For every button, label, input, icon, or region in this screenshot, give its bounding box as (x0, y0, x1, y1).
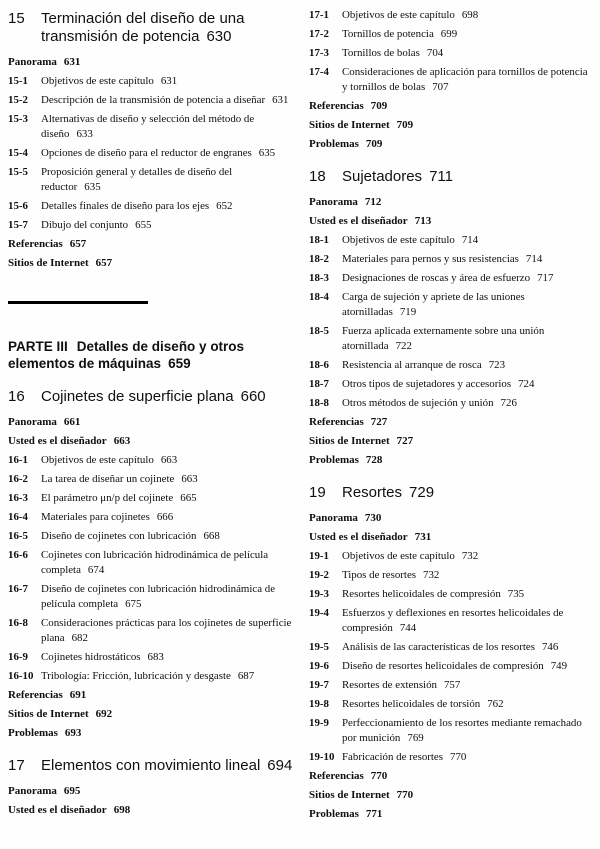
toc-entry (8, 199, 293, 214)
chapter-number: 15 (8, 10, 25, 27)
toc-entry (309, 549, 594, 564)
entry-number: 19-7 (309, 679, 329, 691)
toc-entry (309, 271, 594, 286)
entry-title: Dibujo del conjunto (41, 219, 129, 231)
entry-title: Fabricación de resortes (342, 751, 443, 763)
page-number: 727 (396, 435, 414, 447)
entry-number: 19-6 (309, 660, 329, 672)
toc-entry (8, 93, 293, 108)
entry-title: Proposición general y detalles de diseño del reductor (41, 166, 233, 193)
toc-entry (309, 8, 594, 23)
entry-title: Objetivos de este capítulo (342, 234, 455, 246)
page-number: 732 (461, 550, 479, 562)
entry-title-cell (41, 510, 293, 525)
toc-entry (8, 165, 293, 195)
toc-label: Sitios de Internet (309, 789, 390, 801)
toc-entry (309, 697, 594, 712)
entry-title: Detalles finales de diseño para los ejes (41, 200, 210, 212)
page-number: 707 (432, 81, 449, 93)
toc-label-row (8, 415, 293, 430)
toc-label-row (8, 688, 293, 703)
page-number: 660 (240, 388, 266, 405)
entry-title: La tarea de diseñar un cojinete (41, 473, 175, 485)
entry-number: 18-7 (309, 378, 329, 390)
entry-number: 17-4 (309, 66, 329, 78)
page-number: 698 (113, 804, 131, 816)
page-number: 631 (63, 56, 81, 68)
toc-label: Sitios de Internet (8, 708, 89, 720)
entry-title: Tornillos de bolas (342, 47, 420, 59)
entry-title: Fuerza aplicada externamente sobre una unión atornillada (342, 325, 545, 352)
toc-entry (309, 587, 594, 602)
toc-label-row (309, 511, 594, 526)
page-number: 661 (63, 416, 81, 428)
toc-entry (8, 616, 293, 646)
entry-number: 17-2 (309, 28, 329, 40)
toc-label-row (309, 530, 594, 545)
page-number: 631 (272, 94, 289, 106)
entry-number: 19-10 (309, 751, 335, 763)
toc-label: Panorama (8, 56, 57, 68)
entry-title-cell (342, 659, 594, 674)
entry-number: 19-4 (309, 607, 329, 619)
page-number: 709 (370, 100, 388, 112)
entry-title-cell (342, 750, 594, 765)
page-number: 631 (160, 75, 178, 87)
toc-entry (8, 146, 293, 161)
entry-number: 16-6 (8, 549, 28, 561)
entry-title-cell (41, 582, 293, 612)
entry-title: Diseño de cojinetes con lubricación hidrodinámica de película completa (41, 583, 276, 610)
toc-label: Sitios de Internet (309, 435, 390, 447)
page-number: 732 (423, 569, 440, 581)
entry-number: 16-10 (8, 670, 34, 682)
toc-entry (8, 582, 293, 612)
page-number: 730 (364, 512, 382, 524)
entry-number: 16-9 (8, 651, 28, 663)
page-number: 663 (113, 435, 131, 447)
toc-entry (309, 606, 594, 636)
entry-title: Tipos de resortes (342, 569, 417, 581)
chapter-title: Resortes (342, 484, 403, 501)
page-number: 682 (71, 632, 88, 644)
part-label: PARTE III (8, 339, 68, 354)
entry-number: 15-4 (8, 147, 28, 159)
page-number: 712 (364, 196, 382, 208)
entry-number: 19-1 (309, 550, 329, 562)
entry-number: 16-3 (8, 492, 28, 504)
toc-label-row (8, 55, 293, 70)
page-number: 724 (518, 378, 535, 390)
toc-entry (309, 568, 594, 583)
toc-label-row (309, 769, 594, 784)
page-number: 746 (541, 641, 559, 653)
page-number: 762 (487, 698, 504, 710)
section-divider (8, 301, 148, 304)
entry-title-cell (41, 146, 293, 161)
entry-number: 16-8 (8, 617, 28, 629)
toc-label-row (309, 195, 594, 210)
toc-column-right (309, 8, 594, 826)
entry-title-cell (41, 616, 293, 646)
page-number: 668 (203, 530, 220, 542)
toc-label-row (309, 453, 594, 468)
page-number: 735 (507, 588, 525, 600)
toc-entry (309, 377, 594, 392)
toc-entry (309, 750, 594, 765)
chapter-number: 19 (309, 484, 326, 501)
toc-label: Panorama (309, 512, 358, 524)
entry-title-cell (41, 112, 293, 142)
entry-title: Consideraciones prácticas para los cojinetes de superficie plana (41, 617, 292, 644)
page-number: 744 (399, 622, 417, 634)
toc-label: Panorama (8, 416, 57, 428)
page-number: 714 (525, 253, 543, 265)
entry-number: 15-7 (8, 219, 28, 231)
entry-title-cell (41, 669, 293, 684)
entry-title: Diseño de resortes helicoidales de compresión (342, 660, 544, 672)
entry-title: Análisis de las características de los resortes (342, 641, 535, 653)
entry-title-cell (342, 65, 594, 95)
toc-label-row (8, 803, 293, 818)
toc-entry (8, 218, 293, 233)
entry-title: Objetivos de este capítulo (41, 454, 154, 466)
page-number: 769 (407, 732, 424, 744)
toc-entry (309, 233, 594, 248)
entry-number: 15-2 (8, 94, 28, 106)
page-number: 714 (461, 234, 479, 246)
entry-title-cell (342, 640, 594, 655)
entry-number: 17-3 (309, 47, 329, 59)
page-number: 666 (156, 511, 174, 523)
page-number: 709 (365, 138, 383, 150)
entry-title-cell (41, 472, 293, 487)
chapter-title: Elementos con movimiento lineal (41, 757, 261, 774)
chapter-number: 18 (309, 168, 326, 185)
toc-label: Referencias (8, 689, 63, 701)
toc-entry (8, 548, 293, 578)
toc-entry (309, 46, 594, 61)
page-number: 691 (69, 689, 87, 701)
page-number: 692 (95, 708, 113, 720)
page-number: 665 (180, 492, 197, 504)
entry-title-cell (41, 74, 293, 89)
entry-title-cell (342, 271, 594, 286)
toc-entry (8, 669, 293, 684)
toc-label: Usted es el diseñador (309, 531, 408, 543)
toc-label: Sitios de Internet (8, 257, 89, 269)
entry-title-cell (342, 358, 594, 373)
entry-number: 19-5 (309, 641, 329, 653)
entry-title: Descripción de la transmisión de potencia a diseñar (41, 94, 266, 106)
toc-label: Usted es el diseñador (8, 804, 107, 816)
chapter-title: Sujetadores (342, 168, 423, 185)
page-number: 659 (168, 356, 191, 371)
toc-label: Panorama (8, 785, 57, 797)
toc-entry (309, 65, 594, 95)
entry-title: Carga de sujeción y apriete de las uniones atornilladas (342, 291, 525, 318)
toc-label-row (309, 788, 594, 803)
entry-title: Tornillos de potencia (342, 28, 434, 40)
toc-entry (8, 650, 293, 665)
entry-number: 19-3 (309, 588, 329, 600)
page-number: 663 (181, 473, 198, 485)
toc-entry (8, 472, 293, 487)
page-number: 723 (488, 359, 506, 371)
entry-title-cell (342, 27, 594, 42)
entry-number: 18-5 (309, 325, 329, 337)
entry-number: 19-9 (309, 717, 329, 729)
toc-entry (309, 678, 594, 693)
toc-label-row (309, 99, 594, 114)
toc-entry (8, 510, 293, 525)
entry-number: 15-5 (8, 166, 28, 178)
chapter-title-cell (41, 10, 293, 46)
entry-number: 16-7 (8, 583, 28, 595)
page-number: 713 (414, 215, 432, 227)
entry-title-cell (342, 678, 594, 693)
chapter-heading (8, 757, 293, 775)
page-number: 630 (206, 28, 232, 45)
entry-title-cell (342, 377, 594, 392)
toc-label-row (8, 256, 293, 271)
entry-title-cell (342, 290, 594, 320)
toc-label-row (8, 237, 293, 252)
entry-title: Consideraciones de aplicación para tornillos de potencia y tornillos de bolas (342, 66, 588, 93)
entry-number: 15-3 (8, 113, 28, 125)
toc-label-row (8, 726, 293, 741)
entry-title: Alternativas de diseño y selección del método de diseño (41, 113, 255, 140)
entry-title-cell (342, 587, 594, 602)
toc-entry (8, 491, 293, 506)
toc-label: Referencias (309, 100, 364, 112)
entry-number: 16-1 (8, 454, 28, 466)
page-number: 687 (237, 670, 255, 682)
page-number: 729 (409, 484, 435, 501)
entry-title: Tribología: Fricción, lubricación y desgaste (41, 670, 231, 682)
page-number: 749 (550, 660, 568, 672)
entry-number: 16-2 (8, 473, 28, 485)
page-number: 757 (443, 679, 461, 691)
entry-title: Objetivos de este capítulo (342, 550, 455, 562)
toc-entry (309, 659, 594, 674)
page-number: 694 (267, 757, 293, 774)
chapter-title-cell (41, 388, 293, 406)
entry-title: El parámetro μn/p del cojinete (41, 492, 174, 504)
page-number: 635 (258, 147, 276, 159)
page-number: 674 (87, 564, 105, 576)
chapter-heading (309, 168, 594, 186)
chapter-number: 17 (8, 757, 25, 774)
chapter-title: Terminación del diseño de una transmisión de potencia (41, 10, 245, 45)
toc-label-row (309, 434, 594, 449)
page-number: 771 (365, 808, 383, 820)
entry-title-cell (41, 529, 293, 544)
chapter-title-cell (41, 757, 293, 775)
entry-number: 16-5 (8, 530, 28, 542)
entry-title-cell (342, 606, 594, 636)
entry-title-cell (41, 548, 293, 578)
entry-title-cell (41, 650, 293, 665)
toc-label-row (8, 707, 293, 722)
entry-title-cell (342, 568, 594, 583)
toc-label-row (309, 807, 594, 822)
entry-title-cell (41, 218, 293, 233)
page-number: 709 (396, 119, 414, 131)
entry-title: Materiales para pernos y sus resistencias (342, 253, 519, 265)
page-number: 652 (216, 200, 233, 212)
toc-entry (309, 290, 594, 320)
entry-title-cell (342, 324, 594, 354)
toc-label: Panorama (309, 196, 358, 208)
entry-title-cell (342, 233, 594, 248)
toc-entry (8, 453, 293, 468)
page-number: 695 (63, 785, 81, 797)
entry-title-cell (41, 165, 293, 195)
entry-title: Diseño de cojinetes con lubricación (41, 530, 197, 542)
toc-label: Usted es el diseñador (309, 215, 408, 227)
page-number: 635 (84, 181, 101, 193)
toc-label: Problemas (8, 727, 58, 739)
toc-label: Problemas (309, 808, 359, 820)
entry-number: 16-4 (8, 511, 28, 523)
part-heading (8, 338, 293, 372)
entry-number: 18-3 (309, 272, 329, 284)
chapter-title-cell (342, 484, 594, 502)
chapter-heading (8, 10, 293, 46)
page-number: 698 (461, 9, 479, 21)
toc-entry (309, 358, 594, 373)
toc-entry (8, 74, 293, 89)
entry-title-cell (41, 199, 293, 214)
toc-entry (309, 324, 594, 354)
toc-label: Referencias (309, 416, 364, 428)
entry-title: Resortes de extensión (342, 679, 437, 691)
chapter-title-cell (342, 168, 594, 186)
toc-label: Sitios de Internet (309, 119, 390, 131)
entry-title: Objetivos de este capítulo (41, 75, 154, 87)
entry-title-cell (342, 8, 594, 23)
entry-number: 19-2 (309, 569, 329, 581)
entry-title: Objetivos de este capítulo (342, 9, 455, 21)
entry-title-cell (41, 453, 293, 468)
toc-column-left (8, 8, 293, 826)
chapter-number: 16 (8, 388, 25, 405)
page-number: 633 (76, 128, 93, 140)
toc-entry (309, 716, 594, 746)
toc-label-row (309, 118, 594, 133)
toc-label: Referencias (8, 238, 63, 250)
toc-label: Usted es el diseñador (8, 435, 107, 447)
entry-title: Cojinetes con lubricación hidrodinámica de película completa (41, 549, 269, 576)
entry-title-cell (342, 716, 594, 746)
entry-number: 17-1 (309, 9, 329, 21)
page-number: 727 (370, 416, 388, 428)
toc-label: Referencias (309, 770, 364, 782)
toc-entry (309, 27, 594, 42)
entry-title: Esfuerzos y deflexiones en resortes helicoidales de compresión (342, 607, 564, 634)
page-number: 699 (440, 28, 458, 40)
toc-entry (309, 252, 594, 267)
page-number: 655 (135, 219, 152, 231)
chapter-title: Cojinetes de superficie plana (41, 388, 234, 405)
entry-title-cell (41, 491, 293, 506)
entry-title: Cojinetes hidrostáticos (41, 651, 141, 663)
entry-title: Materiales para cojinetes (41, 511, 150, 523)
entry-title-cell (342, 549, 594, 564)
page-number: 657 (95, 257, 113, 269)
entry-number: 15-6 (8, 200, 28, 212)
entry-title-cell (342, 697, 594, 712)
toc-label-row (309, 137, 594, 152)
page-number: 719 (399, 306, 417, 318)
entry-number: 18-6 (309, 359, 329, 371)
entry-number: 15-1 (8, 75, 28, 87)
toc-label: Problemas (309, 454, 359, 466)
entry-title: Otros tipos de sujetadores y accesorios (342, 378, 512, 390)
page-number: 683 (147, 651, 164, 663)
entry-title: Resistencia al arranque de rosca (342, 359, 482, 371)
page-number: 728 (365, 454, 383, 466)
toc-label-row (8, 434, 293, 449)
chapter-heading (309, 484, 594, 502)
toc-label: Problemas (309, 138, 359, 150)
page-number: 675 (125, 598, 142, 610)
toc-label-row (309, 214, 594, 229)
entry-number: 18-4 (309, 291, 329, 303)
page-number: 693 (64, 727, 82, 739)
entry-title-cell (342, 396, 594, 411)
page-number: 731 (414, 531, 432, 543)
page-number: 770 (396, 789, 414, 801)
entry-title-cell (342, 252, 594, 267)
entry-number: 19-8 (309, 698, 329, 710)
page-number: 663 (160, 454, 178, 466)
page-number: 726 (500, 397, 517, 409)
entry-title-cell (41, 93, 293, 108)
toc-label-row (309, 415, 594, 430)
toc-entry (309, 396, 594, 411)
page-number: 704 (426, 47, 444, 59)
page-number: 711 (429, 168, 453, 185)
page-number: 770 (450, 751, 467, 763)
chapter-heading (8, 388, 293, 406)
page-number: 657 (69, 238, 87, 250)
entry-title: Perfeccionamiento de los resortes mediante remachado por munición (342, 717, 582, 744)
entry-title-cell (342, 46, 594, 61)
entry-title: Designaciones de roscas y área de esfuerzo (342, 272, 531, 284)
entry-title: Opciones de diseño para el reductor de engranes (41, 147, 252, 159)
page-number: 722 (395, 340, 412, 352)
entry-number: 18-1 (309, 234, 329, 246)
entry-number: 18-8 (309, 397, 329, 409)
entry-title: Otros métodos de sujeción y unión (342, 397, 494, 409)
entry-title: Resortes helicoidales de torsión (342, 698, 481, 710)
toc-entry (309, 640, 594, 655)
part-title: Detalles de diseño y otros elementos de máquinas (8, 339, 245, 371)
entry-title: Resortes helicoidales de compresión (342, 588, 501, 600)
toc-label-row (8, 784, 293, 799)
toc-entry (8, 529, 293, 544)
entry-number: 18-2 (309, 253, 329, 265)
page-number: 717 (537, 272, 554, 284)
toc-entry (8, 112, 293, 142)
page-number: 770 (370, 770, 388, 782)
